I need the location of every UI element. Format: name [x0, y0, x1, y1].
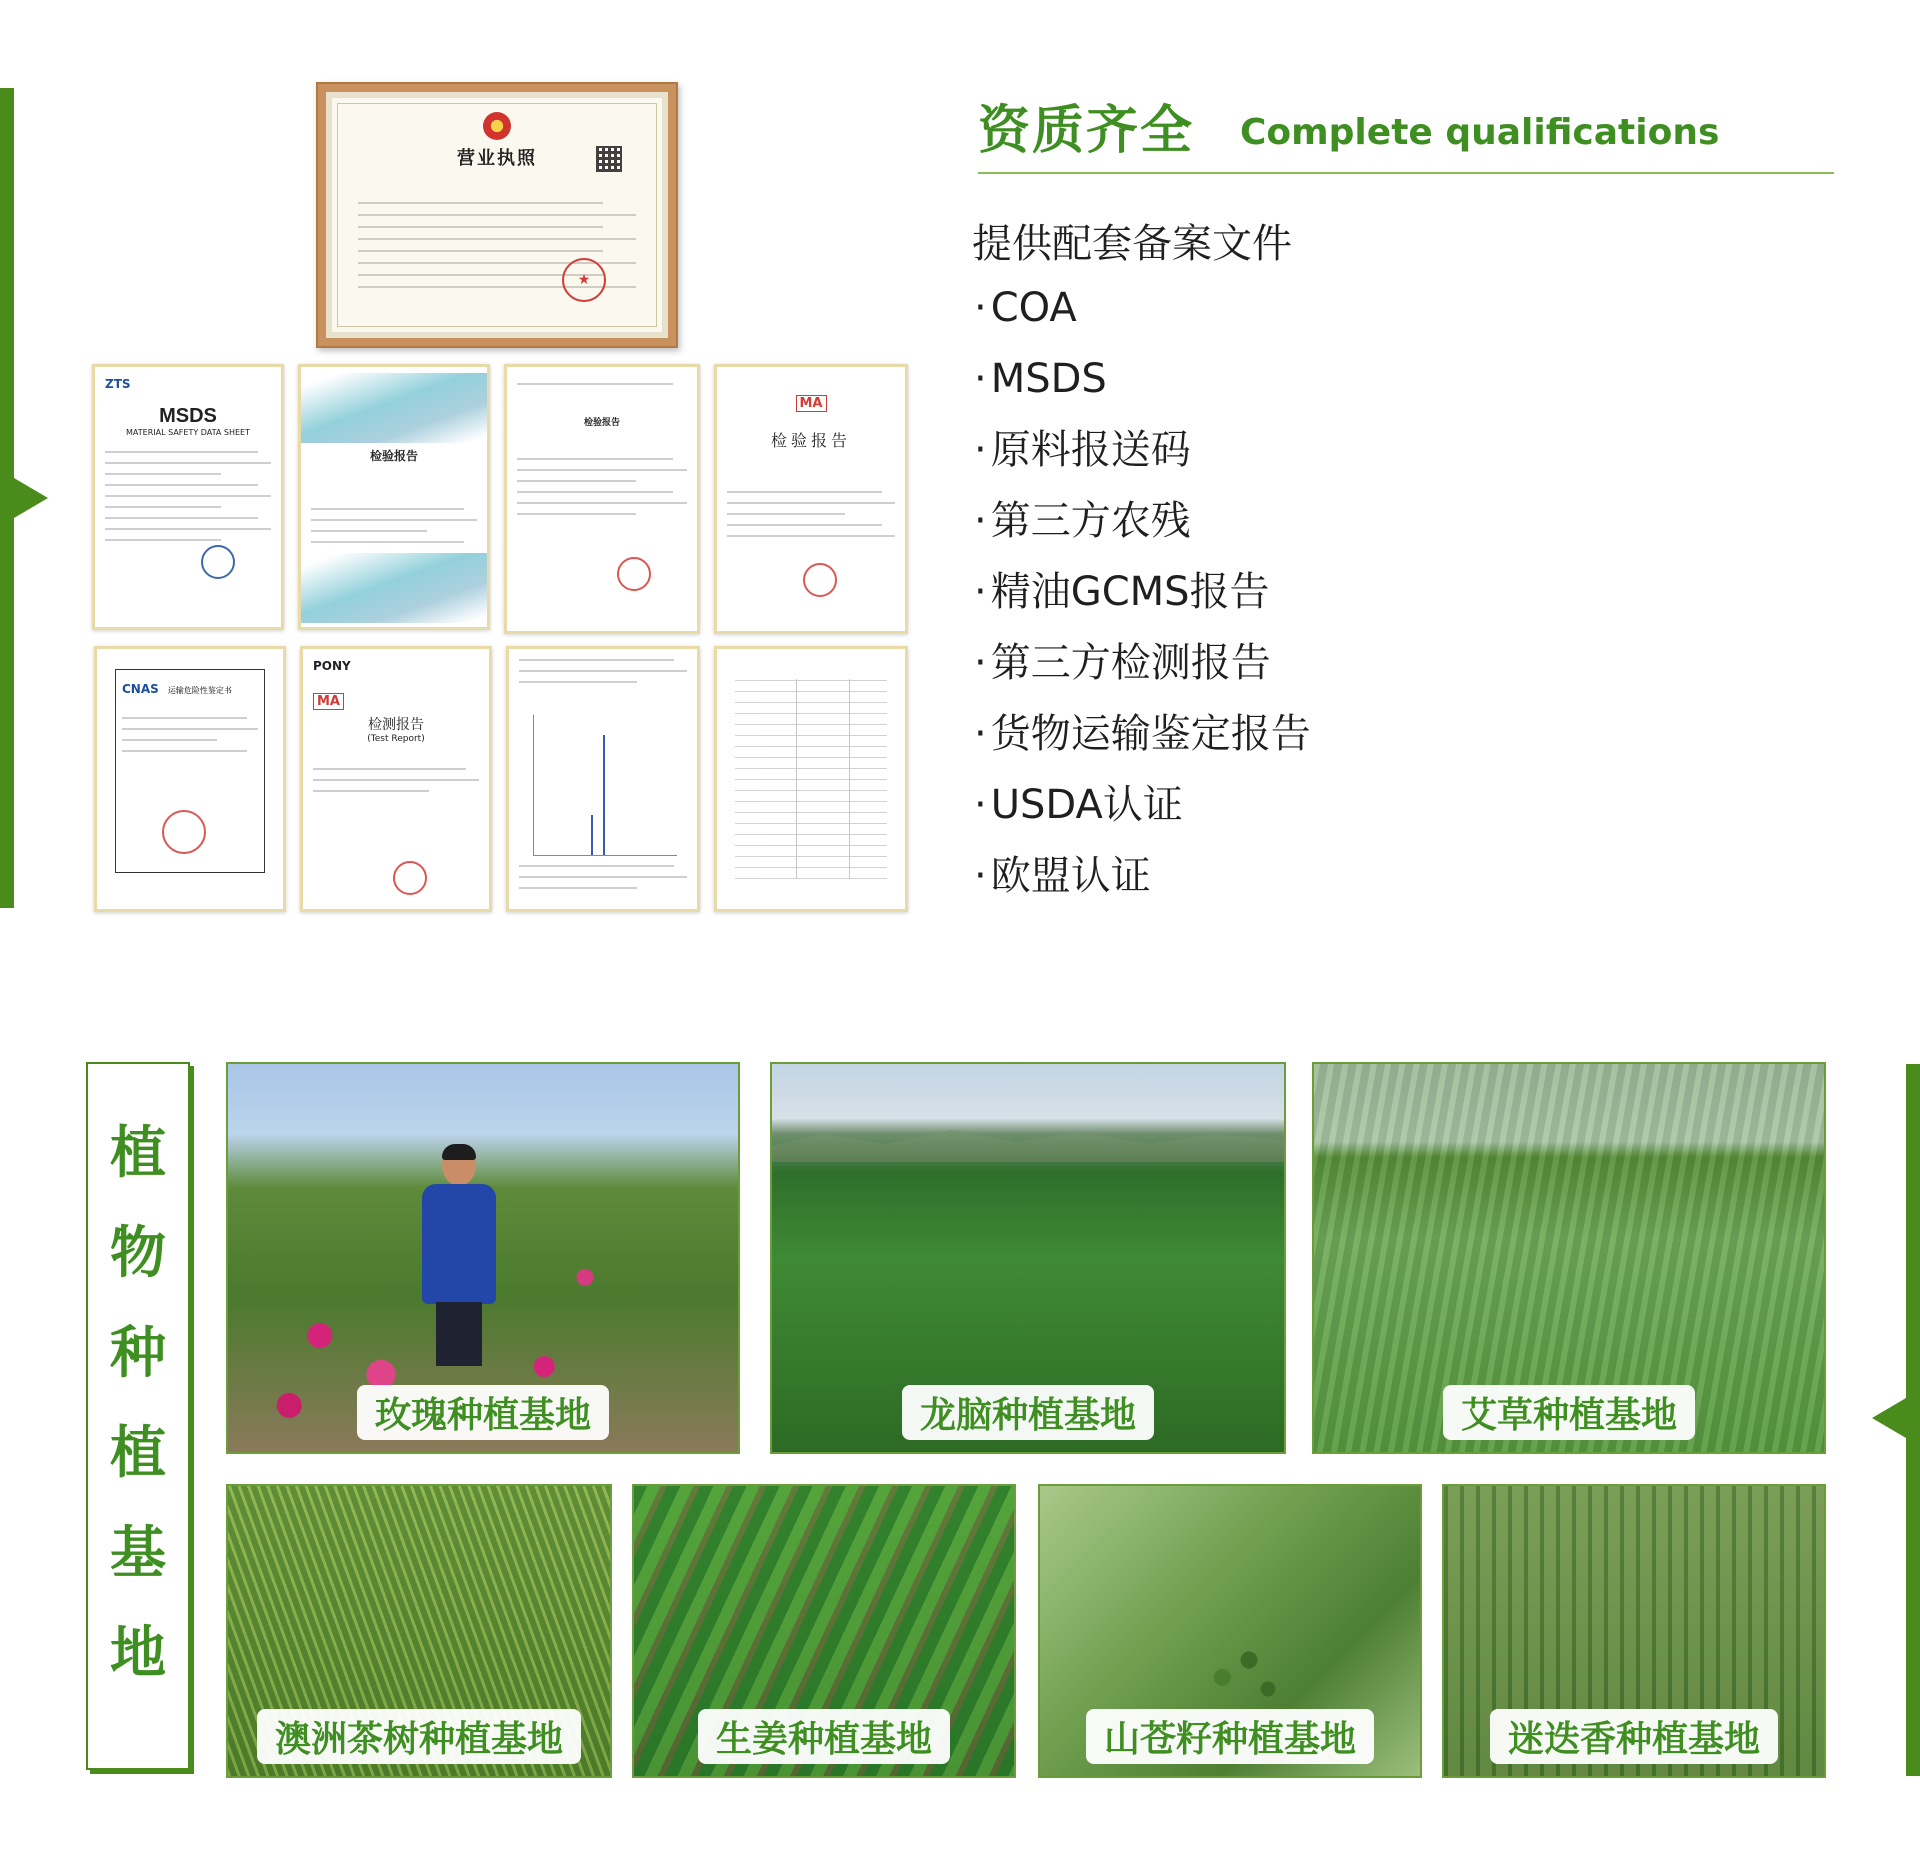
mugwort-base-photo [1312, 1062, 1826, 1454]
msds-title: MSDS [159, 405, 217, 427]
list-item: · MSDS [974, 356, 1107, 402]
chromatogram-chart [533, 715, 677, 856]
gcms-chromatogram-image [506, 646, 700, 912]
photo-caption: 山苍籽种植基地 [1086, 1709, 1374, 1764]
inspection-report-title: 检验报告 [583, 418, 620, 428]
zts-stamp-icon [201, 545, 235, 579]
list-item: · COA [974, 285, 1077, 331]
ma-mark: MA [313, 693, 344, 710]
report-text-lines [517, 458, 687, 515]
photo-caption: 艾草种植基地 [1443, 1385, 1695, 1440]
inspection-report-image-1 [298, 364, 490, 630]
ma-mark: MA [796, 395, 827, 412]
red-stamp-icon [617, 557, 651, 591]
list-item: · 第三方农残 [974, 498, 1191, 544]
list-item: · 欧盟认证 [974, 853, 1151, 899]
report-text-lines [116, 705, 264, 752]
qualifications-list [974, 280, 1311, 919]
farmer-figure [418, 1144, 498, 1364]
left-arrow-marker [14, 478, 48, 518]
heading-char: 植 [110, 1421, 166, 1486]
report-text-lines [519, 865, 687, 898]
red-seal-icon: ★ [562, 258, 606, 302]
cnas-logo: CNAS [122, 682, 159, 696]
test-data-table-image [714, 646, 908, 912]
distant-hills [772, 1122, 1284, 1162]
test-report-title: 检测报告 [368, 717, 424, 733]
photo-caption: 玫瑰种植基地 [357, 1385, 609, 1440]
red-stamp-icon [393, 861, 427, 895]
rosemary-base-photo [1442, 1484, 1826, 1778]
report-header-lines [519, 659, 687, 683]
report-text-lines [313, 768, 479, 792]
license-title: 营业执照 [457, 148, 537, 169]
red-stamp-icon [803, 563, 837, 597]
ginger-base-photo [632, 1484, 1016, 1778]
pony-logo: PONY [313, 659, 351, 673]
litsea-base-photo [1038, 1484, 1422, 1778]
msds-subtitle: MATERIAL SAFETY DATA SHEET [126, 428, 250, 437]
photo-caption: 龙脑种植基地 [902, 1385, 1154, 1440]
report-text-lines [727, 491, 895, 537]
transport-report-title: 运输危险性鉴定书 [167, 686, 232, 695]
list-item: · 精油GCMS报告 [974, 569, 1270, 615]
inspection-report-title: 检验报告 [770, 431, 851, 450]
tea-tree-base-photo [226, 1484, 612, 1778]
list-item: · 原料报送码 [974, 427, 1191, 473]
chromatogram-peak-minor [591, 815, 593, 855]
inspection-report-image-2 [504, 364, 700, 634]
left-accent-bar [0, 88, 14, 908]
heading-char: 植 [110, 1121, 166, 1186]
borneol-base-photo [770, 1062, 1286, 1454]
photo-caption: 迷迭香种植基地 [1490, 1709, 1778, 1764]
national-emblem-icon [483, 112, 511, 140]
wave-decoration-bottom [301, 553, 487, 623]
rose-base-photo [226, 1062, 740, 1454]
photo-caption: 生姜种植基地 [698, 1709, 950, 1764]
qualifications-intro: 提供配套备案文件 [972, 221, 1292, 267]
qr-code-icon [596, 146, 622, 172]
zts-logo: ZTS [105, 377, 131, 391]
red-stamp-icon [162, 810, 206, 854]
title-divider [978, 172, 1834, 174]
inspection-report-title: 检验报告 [369, 449, 418, 463]
heading-char: 基 [110, 1521, 166, 1586]
report-header-lines [517, 383, 687, 385]
heading-char: 物 [110, 1221, 166, 1286]
heading-char: 种 [110, 1321, 166, 1386]
business-license-image [316, 82, 678, 348]
test-report-title-en: (Test Report) [367, 734, 425, 744]
right-accent-bar [1906, 1064, 1920, 1776]
qualifications-title: 资质齐全 [978, 101, 1195, 161]
chromatogram-peak-main [603, 735, 605, 855]
qualifications-subtitle: Complete qualifications [1240, 112, 1720, 153]
report-text-lines [311, 508, 477, 543]
heading-char: 地 [110, 1621, 166, 1686]
list-item: · 第三方检测报告 [974, 640, 1271, 686]
planting-base-heading [86, 1062, 190, 1770]
list-item: · 货物运输鉴定报告 [974, 711, 1311, 757]
msds-document-image [92, 364, 284, 630]
transport-report-image [94, 646, 286, 912]
msds-text-lines [105, 451, 271, 541]
data-table-grid [735, 679, 887, 879]
photo-caption: 澳洲茶树种植基地 [257, 1709, 581, 1764]
list-item: · USDA认证 [974, 782, 1183, 828]
right-arrow-marker [1872, 1398, 1906, 1438]
inspection-report-image-3 [714, 364, 908, 634]
test-report-image [300, 646, 492, 912]
